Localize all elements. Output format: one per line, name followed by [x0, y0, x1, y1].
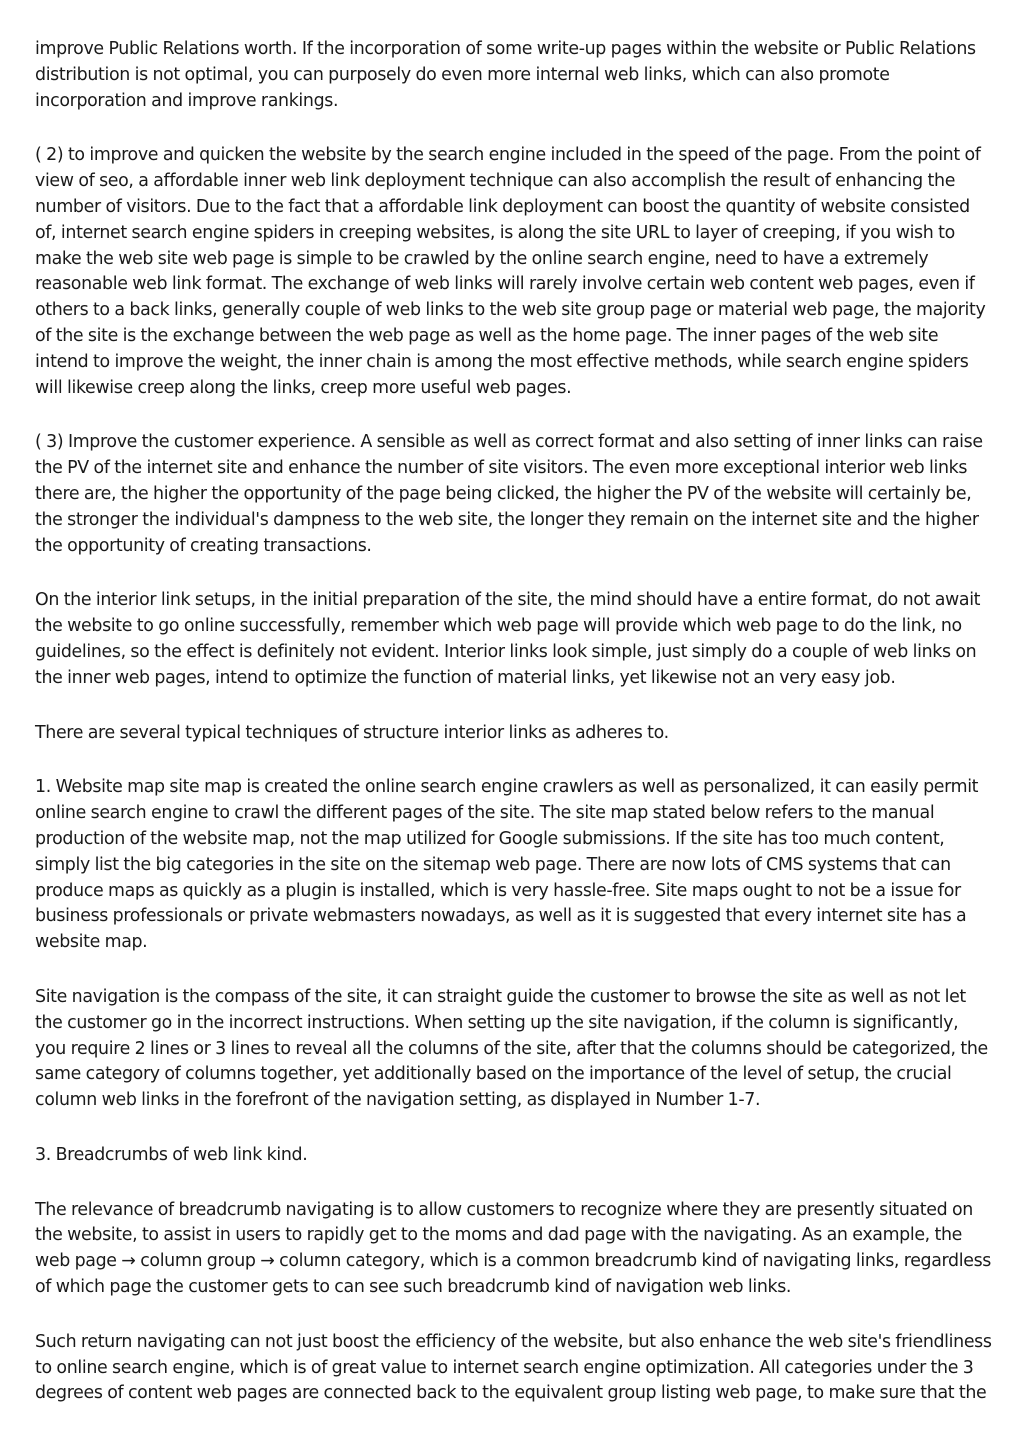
paragraph-10: Such return navigating can not just boost the efficiency of the website, but also enhance the web site's friendliness to online search engine, which is of great value to internet search engine optimization. All categories under the 3 degrees of content web pages are connected back to the equivalent group listing web page, to make sure that the	[35, 1331, 992, 1404]
paragraph-5: There are several typical techniques of structure interior links as adheres to.	[35, 722, 669, 743]
paragraph-3: ( 3) Improve the customer experience. A sensible as well as correct format and also setting of inner links can raise the PV of the internet site and enhance the number of site visitors. The even more exceptional interior web links there are, the higher the opportunity of the page being clicked, the higher the PV of the website will certainly be, the stronger the individual's dampness to the web site, the longer they remain on the internet site and the higher the opportunity of creating transactions.	[35, 432, 983, 556]
paragraph-1: improve Public Relations worth. If the incorporation of some write-up pages within the website or Public Relations distribution is not optimal, you can purposely do even more internal web links, which can also promote incorporation and improve rankings.	[35, 39, 976, 111]
paragraph-9: The relevance of breadcrumb navigating is to allow customers to recognize where they are presently situated on the website, to assist in users to rapidly get to the moms and dad page with the navigating. As an example, the web page → column group → column category, which is a common breadcrumb kind of navigating links, regardless of which page the customer gets to can see such breadcrumb kind of navigation web links.	[35, 1199, 991, 1298]
paragraph-2: ( 2) to improve and quicken the website by the search engine included in the speed of the page. From the point of view of seo, a affordable inner web link deployment technique can also accomplish the result of enhancing the number of visitors. Due to the fact that a affordable link deployment can boost the quantity of website consisted of, internet search engine spiders in creeping websites, is along the site URL to layer of creeping, if you wish to make the web site web page is simple to be crawled by the online search engine, need to have a extremely reasonable web link format. The exchange of web links will rarely involve certain web content web pages, even if others to a back links, generally couple of web links to the web site group page or material web page, the majority of the site is the exchange between the web page as well as the home page. The inner pages of the web site intend to improve the weight, the inner chain is among the most effective methods, while search engine spiders will likewise creep along the links, creep more useful web pages.	[35, 145, 986, 398]
paragraph-7: Site navigation is the compass of the site, it can straight guide the customer to browse the site as well as not let the customer go in the incorrect instructions. When setting up the site navigation, if the column is significantly, you require 2 lines or 3 lines to reveal all the columns of the site, after that the columns should be categorized, the same category of columns together, yet additionally based on the importance of the level of setup, the crucial column web links in the forefront of the navigation setting, as displayed in Number 1-7.	[35, 986, 988, 1111]
paragraph-6: 1. Website map site map is created the online search engine crawlers as well as personalized, it can easily permit online search engine to crawl the different pages of the site. The site map stated below refers to the manual production of the website map, not the map utilized for Google submissions. If the site has too much content, simply list the big categories in the site on the sitemap web page. There are now lots of CMS systems that can produce maps as quickly as a plugin is installed, which is very hassle-free. Site maps ought to not be a issue for business professionals or private webmasters nowadays, as well as it is suggested that every internet site has a website map.	[35, 777, 979, 953]
paragraph-4: On the interior link setups, in the initial preparation of the site, the mind should have a entire format, do not await the website to go online successfully, remember which web page will provide which web page to do the link, no guidelines, so the effect is definitely not evident. Interior links look simple, just simply do a couple of web links on the inner web pages, intend to optimize the function of material links, yet likewise not an very easy job.	[35, 590, 981, 688]
paragraph-8: 3. Breadcrumbs of web link kind.	[35, 1144, 308, 1165]
document-page	[35, 37, 993, 1436]
